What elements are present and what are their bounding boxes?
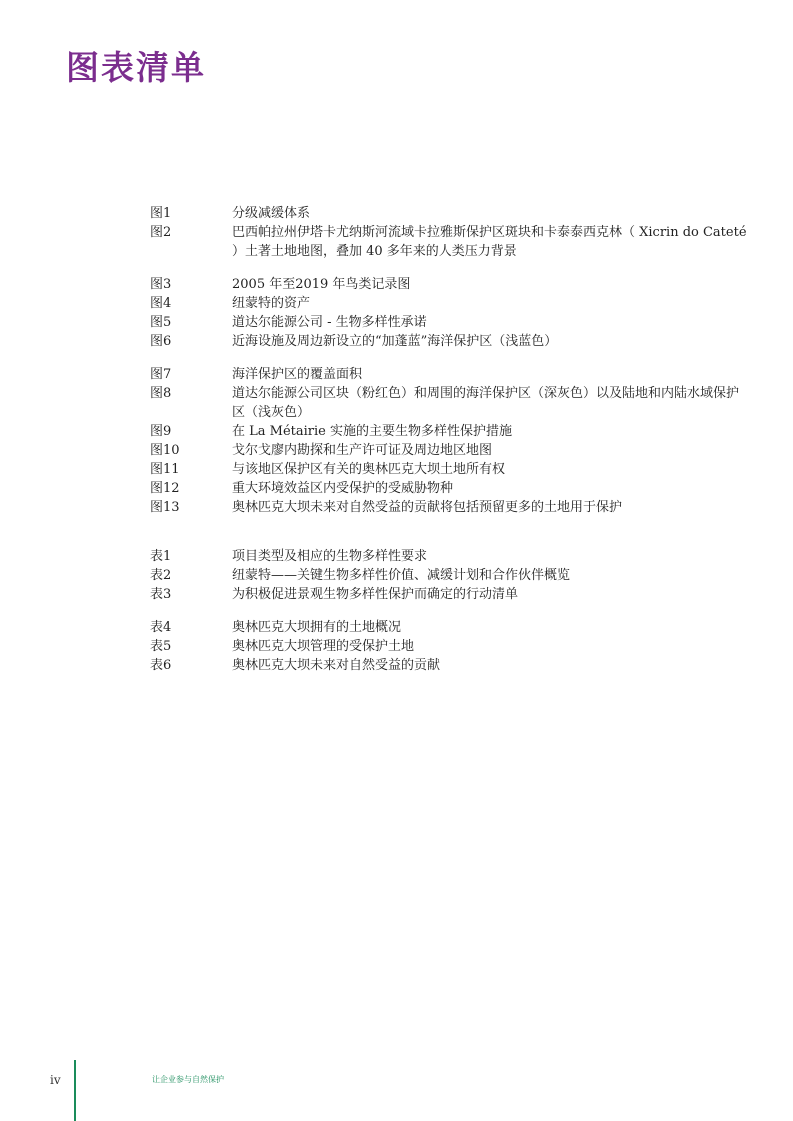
figure-caption: 道达尔能源公司 - 生物多样性承诺 [232,315,427,330]
spacer [150,604,750,618]
table-caption: 项目类型及相应的生物多样性要求 [232,549,428,564]
table-caption: 奥林匹克大坝未来对自然受益的贡献 [232,658,441,673]
page-title: 图表清单 [66,48,206,87]
footer-divider [74,1060,76,1121]
list-item-figure-10 [150,441,750,460]
list-item-figure-4 [150,294,750,313]
list-item-figure-13 [150,498,750,517]
list-item-figure-12 [150,479,750,498]
figure-caption: 道达尔能源公司区块（粉红色）和周围的海洋保护区（深灰色）以及陆地和内陆水域保护区（浅灰色） [232,386,740,420]
list-item-table-5 [150,637,750,656]
figure-label: 图2 [150,225,172,240]
table-caption: 为积极促进景观生物多样性保护而确定的行动清单 [232,587,519,602]
figure-caption: 奥林匹克大坝未来对自然受益的贡献将包括预留更多的土地用于保护 [232,500,623,515]
list-item-figure-6 [150,332,750,351]
figure-label: 图5 [150,315,172,330]
spacer [150,517,750,547]
figure-caption: 分级减缓体系 [232,206,311,221]
figure-list [150,204,750,675]
list-item-figure-2 [150,223,750,261]
list-item-table-3 [150,585,750,604]
footer-title: 让企业参与自然保护 [152,1075,224,1084]
list-item-figure-8 [150,384,750,422]
figure-label: 图3 [150,277,172,292]
figure-caption: 2005 年至2019 年鸟类记录图 [232,277,411,292]
figure-label: 图4 [150,296,172,311]
figure-label: 图13 [150,500,180,515]
list-item-figure-7 [150,365,750,384]
figure-caption: 重大环境效益区内受保护的受威胁物种 [232,481,454,496]
list-item-figure-9 [150,422,750,441]
figure-label: 图1 [150,206,172,221]
figure-caption: 戈尔戈廖内勘探和生产许可证及周边地区地图 [232,443,493,458]
table-label: 表6 [150,658,172,673]
list-item-figure-11 [150,460,750,479]
table-label: 表3 [150,587,172,602]
figure-label: 图11 [150,462,180,477]
list-item-figure-1 [150,204,750,223]
list-item-figure-5 [150,313,750,332]
table-label: 表5 [150,639,172,654]
list-item-table-6 [150,656,750,675]
table-caption: 奥林匹克大坝拥有的土地概况 [232,620,402,635]
table-caption: 奥林匹克大坝管理的受保护土地 [232,639,415,654]
table-label: 表1 [150,549,172,564]
figure-caption: 近海设施及周边新设立的“加蓬蓝”海洋保护区（浅蓝色） [232,334,558,349]
list-item-table-2 [150,566,750,585]
list-item-table-1 [150,547,750,566]
figure-label: 图7 [150,367,172,382]
figure-caption: 在 La Métairie 实施的主要生物多样性保护措施 [232,424,512,439]
figure-caption: 海洋保护区的覆盖面积 [232,367,363,382]
spacer [150,351,750,365]
figure-caption: 与该地区保护区有关的奥林匹克大坝土地所有权 [232,462,506,477]
list-item-table-4 [150,618,750,637]
figure-label: 图8 [150,386,172,401]
list-item-figure-3 [150,275,750,294]
table-label: 表2 [150,568,172,583]
figure-label: 图6 [150,334,172,349]
figure-label: 图9 [150,424,172,439]
table-label: 表4 [150,620,172,635]
table-caption: 纽蒙特——关键生物多样性价值、减缓计划和合作伙伴概览 [232,568,571,583]
figure-caption: 纽蒙特的资产 [232,296,311,311]
spacer [150,261,750,275]
page-number: iv [50,1073,61,1087]
figure-label: 图12 [150,481,180,496]
figure-label: 图10 [150,443,180,458]
figure-caption: 巴西帕拉州伊塔卡尤纳斯河流域卡拉雅斯保护区斑块和卡泰泰西克林（ Xicrin do Cateté ）土著土地地图，叠加 40 多年来的人类压力背景 [232,225,747,259]
